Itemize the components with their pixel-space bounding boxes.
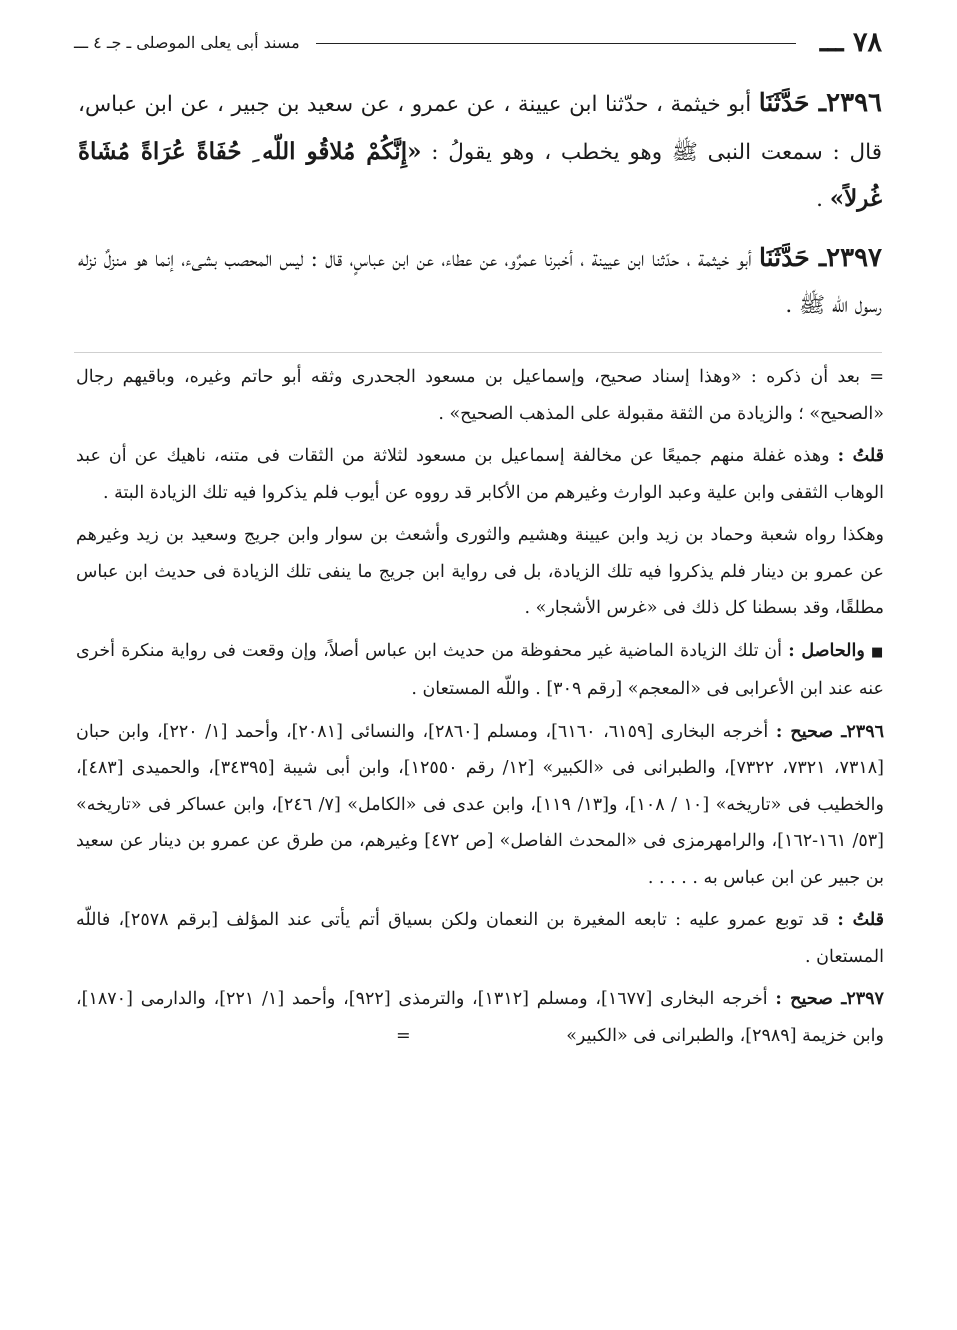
takhrij-label: ٢٣٩٦ـ صحيح : — [775, 721, 884, 742]
takhrij-2397 — [76, 981, 884, 1054]
page-number: ٧٨ ـــ — [819, 27, 882, 58]
continuation-mark: = — [395, 1025, 411, 1046]
prophetic-quote: «إِنَّكُمْ مُلاقُو اللّه ِ حُفَاةً عُرَاةً مُشَاةً غُرلاً» — [78, 137, 882, 212]
takhrij-2396 — [76, 714, 884, 897]
footnotes — [76, 359, 884, 1060]
hadith-lead: ـ حَدَّثَنَا — [758, 242, 827, 272]
qultu-text: قد توبع عمرو عليه : تابعه المغيرة بن النعمان ولكن بسياق أتم يأتى عند المؤلف [برقم ٢٥٧٨]، فاللّه المستعان . — [76, 910, 884, 967]
header-rule — [316, 43, 796, 44]
qultu-label: قلتُ : — [837, 446, 884, 466]
conclusion-label: والحاصل : — [788, 640, 865, 661]
hadith-number: ٢٣٩٧ — [826, 242, 882, 273]
conclusion-text: أن تلك الزيادة الماضية غير محفوظة من حديث ابن عباس أصلاً، وإن وقعت فى رواية منكرة أخرى عنه عند ابن الأعرابى فى «المعجم» [رقم ٣٠٩] . واللّه المستعان . — [76, 640, 884, 699]
takhrij-text: أخرجه البخارى [١٦٧٧]، ومسلم [١٣١٢]، والترمذى [٩٢٢]، وأحمد [١/ ٢٢١]، والدارمى [١٨٧٠]، وابن خزيمة [٢٩٨٩]، والطبرانى فى «الكبير» — [76, 989, 884, 1046]
takhrij-text: أخرجه البخارى [٦١٥٩، ٦١٦٠]، ومسلم [٢٨٦٠]، والنسائى [٢٠٨١]، وأحمد [١/ ٢٢٠]، وابن حبان [٧٣١٨، ٧٣٢١، ٧٣٢٢]، والطبرانى فى «الكبير» [١٢/ رقم ١٢٥٥٠]، وابن أبى شيبة [٣٤٣٩٥]، والحميدى [٤٨٣]، والخطيب فى «تاريخه» [١٠ / ١٠٨]، و[١٣/ ١١٩]، وابن عدى فى «الكامل» [٧/ ٢٤٦]، وابن عساكر فى «تاريخه» [٥٣/ ١٦١-١٦٢]، والرامهرمزى فى «المحدث الفاصل» [ص ٤٧٢] وغيرهم، من طرق عن عمرو بن دينار عن سعيد بن جبير عن ابن عباس به . . . . . — [76, 721, 884, 888]
square-bullet-icon: ■ — [871, 644, 884, 660]
note-continuation: = بعد أن ذكره : «وهذا إسناد صحيح، وإسماعيل بن مسعود الجحدرى وثقه أبو حاتم وغيره، وباقيهم رجال «الصحيح» ؛ والزيادة من الثقة مقبولة على المذهب الصحيح» . — [76, 367, 884, 424]
running-header — [74, 26, 882, 60]
note-conclusion — [76, 633, 884, 708]
note-qultu-2 — [76, 902, 884, 975]
note-qultu-1 — [76, 438, 884, 511]
hadith-text — [78, 80, 882, 341]
hadith-body: أبو خيثمة ، حدّثنا ابن عيينة ، عن عمرو ، عن سعيد بن جبير ، عن ابن عباس، قال : سمعت النبى ﷺ وهو يخطب ، وهو يقولُ : — [78, 92, 882, 165]
hadith-2397 — [78, 235, 882, 330]
running-title: مسند أبى يعلى الموصلى ـ جـ ٤ ـــ — [74, 33, 300, 52]
footnote-divider — [74, 352, 882, 353]
hadith-lead: ـ حَدَّثَنَا — [758, 88, 827, 117]
takhrij-label: ٢٣٩٧ـ صحيح : — [775, 989, 884, 1009]
qultu-label: قلتُ : — [837, 910, 884, 930]
qultu-text: وهذه غفلة منهم جميعًا عن مخالفة إسماعيل بن مسعود لثلاثة من الثقات فى متنه، ناهيك عن أن عبد الوهاب الثقفى وابن علية وعبد الوارث وغيرهم من الأكابر قد رووه عن أيوب فلم يذكروا فيه تلك الزيادة البتة . — [76, 446, 884, 503]
hadith-number: ٢٣٩٦ — [826, 88, 882, 118]
note-paragraph-2: وهكذا رواه شعبة وحماد بن زيد وابن عيينة وهشيم والثورى وأشعث بن سوار وابن جريج وسعيد بن زيد وغيرهم عن عمرو بن دينار فلم يذكروا فيه تلك الزيادة، بل فى رواية ابن جريج ما ينفى تلك الزيادة فى حديث ابن عباس مطلقًا، وقد بسطنا كل ذلك فى «غرس الأشجار» . — [76, 525, 884, 618]
hadith-2396 — [78, 80, 882, 224]
hadith-end: . — [816, 187, 823, 212]
hadith-body: أبو خيثمة ، حدّثنا ابن عيينة ، أخبرنا عمرٌو، عن عطاء، عن ابن عباسٍ، قال : ليس المحصب بشىء، إنما هو منزلٌ نزله رسول اللّه ﷺ . — [78, 246, 882, 318]
